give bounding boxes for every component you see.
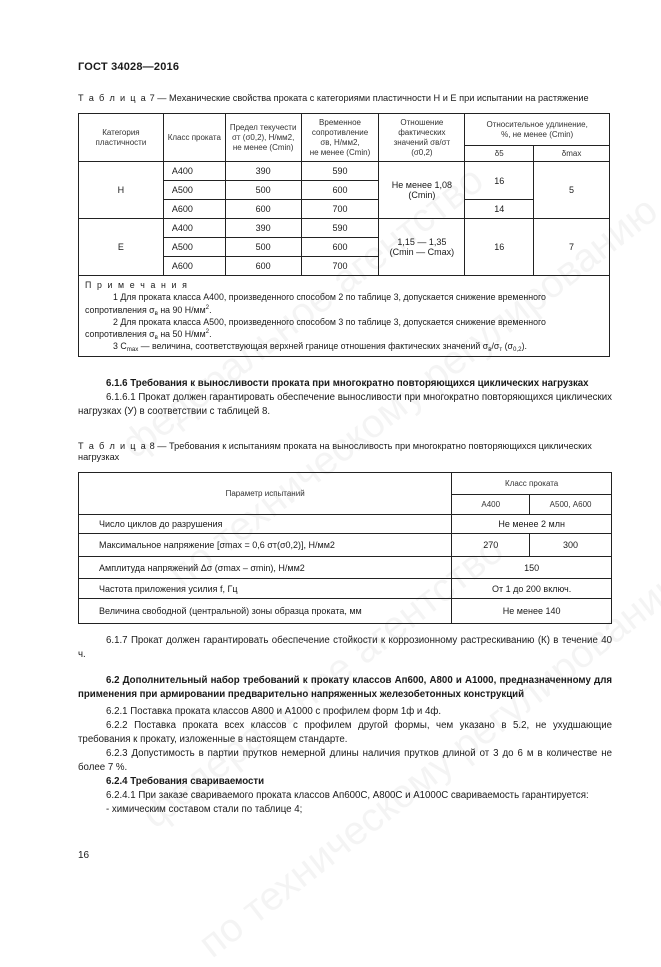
class-cell: А500 bbox=[163, 238, 225, 257]
col-header-category: Категория пластичности bbox=[79, 114, 164, 162]
yield-cell: 390 bbox=[225, 219, 301, 238]
col-header-deltamax: δmax bbox=[534, 146, 610, 162]
paragraph: 6.2.4.1 При заказе свариваемого проката классов Ап600С, А800С и А1000С свариваемость гарантируется: bbox=[106, 790, 589, 801]
section-6-1-6 bbox=[78, 377, 612, 419]
tensile-cell: 590 bbox=[301, 162, 379, 181]
table-row bbox=[79, 579, 612, 599]
tensile-cell: 700 bbox=[301, 200, 379, 219]
value-cell: Не менее 2 млн bbox=[452, 515, 612, 534]
delta5-cell: 14 bbox=[465, 200, 534, 219]
subsection-heading: 6.2.4 Требования свариваемости bbox=[106, 776, 265, 787]
deltamax-cell: 5 bbox=[534, 162, 610, 219]
param-cell: Амплитуда напряжений Δσ (σmax – σmin), Н/мм2 bbox=[79, 557, 452, 579]
value-cell: 150 bbox=[452, 557, 612, 579]
col-header-delta5: δ5 bbox=[465, 146, 534, 162]
delta5-cell: 16 bbox=[465, 162, 534, 200]
page-number: 16 bbox=[78, 850, 90, 861]
yield-cell: 500 bbox=[225, 238, 301, 257]
paragraph: 6.1.7 Прокат должен гарантировать обеспечение стойкости к коррозионному растрескиванию (К) в течение 40 ч. bbox=[78, 635, 612, 660]
table-row bbox=[79, 219, 610, 238]
yield-cell: 500 bbox=[225, 181, 301, 200]
paragraph: 6.1.6.1 Прокат должен гарантировать обеспечение выносливости при многократно повторяющихся циклических нагрузках (У) в соответствии с таблицей 8. bbox=[78, 392, 612, 417]
col-header-elongation: Относительное удлинение, %, не менее (Cmin) bbox=[465, 114, 610, 146]
col-header-class: Класс проката bbox=[452, 473, 612, 495]
delta5-cell: 16 bbox=[465, 219, 534, 276]
category-cell: Н bbox=[79, 162, 164, 219]
table7-caption: Т а б л и ц а 7 — Механические свойства проката с категориями пластичности Н и Е при испытании на растяжение bbox=[78, 93, 589, 103]
table-row bbox=[79, 515, 612, 534]
col-header-tensile: Временное сопротивление σв, Н/мм2, не менее (Cmin) bbox=[301, 114, 379, 162]
tensile-cell: 590 bbox=[301, 219, 379, 238]
col-header-param: Параметр испытаний bbox=[79, 473, 452, 515]
col-header-ratio: Отношение фактических значений σв/σт (σ0,2) bbox=[379, 114, 465, 162]
value-cell: 300 bbox=[530, 534, 612, 557]
table-row bbox=[79, 162, 610, 181]
section-heading: 6.1.6 Требования к выносливости проката при многократно повторяющихся циклических нагрузках bbox=[106, 378, 589, 389]
paragraph: 6.2.3 Допустимость в партии прутков немерной длины наличия прутков длиной от 3 до 6 м в количестве не более 7 %. bbox=[78, 748, 612, 773]
col-header-yield: Предел текучести σт (σ0,2), Н/мм2, не менее (Cmin) bbox=[225, 114, 301, 162]
section-6-2 bbox=[78, 674, 612, 817]
table-row bbox=[79, 534, 612, 557]
note-1: 1 Для проката класса А400, произведенного способом 2 по таблице 3, допускается снижение временного сопротивления $\sigma_в$ на 90 $Н/мм^2$. bbox=[85, 292, 546, 317]
tensile-cell: 700 bbox=[301, 257, 379, 276]
note-2: 2 Для проката класса А500, произведенного способом 3 по таблице 3, допускается снижение временного сопротивления $\sigma_в$ на 50 $Н/мм^2$. bbox=[85, 316, 546, 342]
yield-cell: 390 bbox=[225, 162, 301, 181]
section-6-1-7 bbox=[78, 634, 612, 662]
endurance-test-table bbox=[78, 472, 612, 624]
document-header: ГОСТ 34028—2016 bbox=[78, 61, 180, 73]
table-row bbox=[79, 557, 612, 579]
section-heading: 6.2 Дополнительный набор требований к прокату классов Ап600, А800 и А1000, предназначенному для применения при армировании предварительно напряженных железобетонных конструкций bbox=[78, 675, 612, 700]
col-header-class: Класс проката bbox=[163, 114, 225, 162]
paragraph: 6.2.1 Поставка проката классов А800 и А1000 с профилем форм 1ф и 4ф. bbox=[106, 706, 442, 717]
table-notes bbox=[79, 276, 610, 357]
value-cell: Не менее 140 bbox=[452, 599, 612, 624]
value-cell: 270 bbox=[452, 534, 530, 557]
class-cell: А600 bbox=[163, 200, 225, 219]
tensile-cell: 600 bbox=[301, 181, 379, 200]
mechanical-properties-table bbox=[78, 113, 610, 357]
class-cell: А400 bbox=[163, 162, 225, 181]
class-cell: А600 bbox=[163, 257, 225, 276]
deltamax-cell: 7 bbox=[534, 219, 610, 276]
paragraph: 6.2.2 Поставка проката всех классов с профилем другой формы, чем указано в 5.2, не ухудшающие требования к прокату, изложенные в настоящем стандарте. bbox=[78, 720, 612, 745]
yield-cell: 600 bbox=[225, 257, 301, 276]
ratio-cell: 1,15 — 1,35 (Cmin — Cmax) bbox=[379, 219, 465, 276]
notes-title: П р и м е ч а н и я bbox=[85, 280, 189, 290]
param-cell: Число циклов до разрушения bbox=[79, 515, 452, 534]
note-3: 3 $C_{max}$ — величина, соответствующая верхней границе отношения фактических значений $\sigma_в/\sigma_т$ $(\sigma_{0,2})$. bbox=[113, 341, 527, 354]
notes-row bbox=[79, 276, 610, 357]
class-cell: А500 bbox=[163, 181, 225, 200]
category-cell: Е bbox=[79, 219, 164, 276]
value-cell: От 1 до 200 включ. bbox=[452, 579, 612, 599]
param-cell: Величина свободной (центральной) зоны образца проката, мм bbox=[79, 599, 452, 624]
table-row bbox=[79, 599, 612, 624]
tensile-cell: 600 bbox=[301, 238, 379, 257]
yield-cell: 600 bbox=[225, 200, 301, 219]
table8-caption: Т а б л и ц а 8 — Требования к испытаниям проката на выносливость при многократно повторяющихся циклических нагрузках bbox=[78, 441, 592, 462]
class-cell: А400 bbox=[163, 219, 225, 238]
col-header-a500-a600: А500, А600 bbox=[530, 495, 612, 515]
col-header-a400: А400 bbox=[452, 495, 530, 515]
ratio-cell: Не менее 1,08 (Cmin) bbox=[379, 162, 465, 219]
list-item: - химическим составом стали по таблице 4; bbox=[106, 804, 303, 815]
param-cell: Максимальное напряжение [σmax = 0,6 σт(σ0,2)], Н/мм2 bbox=[79, 534, 452, 557]
param-cell: Частота приложения усилия f, Гц bbox=[79, 579, 452, 599]
